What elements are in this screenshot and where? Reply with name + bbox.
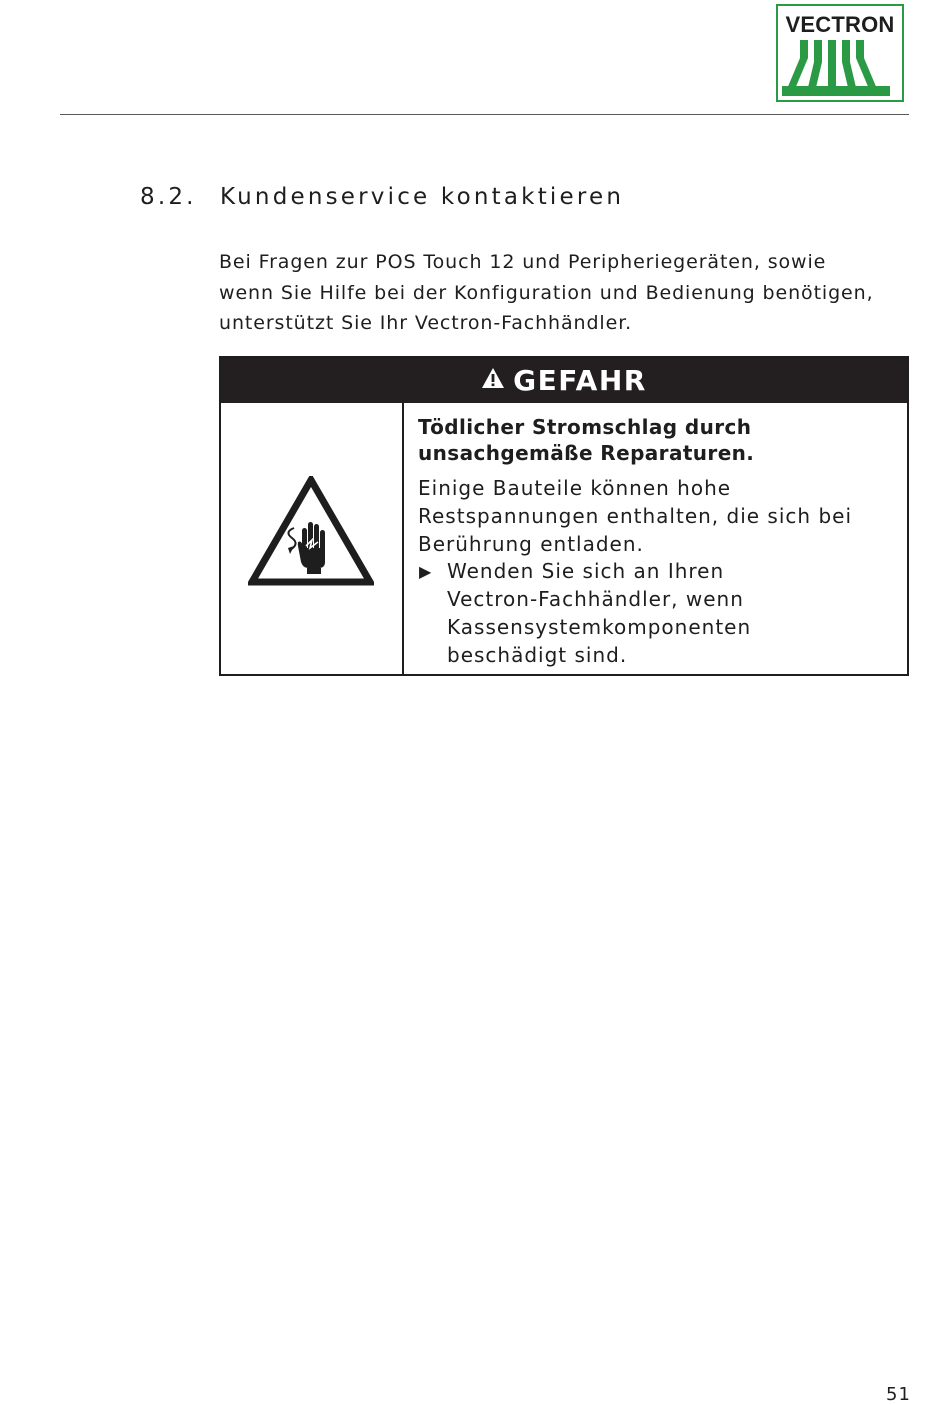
danger-label: GEFAHR [513,364,647,397]
header-rule [60,114,909,115]
danger-description-line: Berührung entladen. [418,531,644,556]
danger-action-line: beschädigt sind. [447,642,628,667]
section-title: Kundenservice kontaktieren [220,184,625,210]
danger-body [221,403,907,674]
electric-shock-hand-icon [248,476,374,586]
action-arrow-icon: ▶ [419,562,433,582]
intro-line: wenn Sie Hilfe bei der Konfiguration und Bedienung benötigen, [219,281,874,304]
logo-text: VECTRON [785,12,895,37]
vectron-logo-graphic [778,6,902,100]
danger-headline-line: Tödlicher Stromschlag durch [418,415,752,439]
danger-notice [219,356,909,676]
vectron-logo [776,4,904,102]
page-number: 51 [886,1384,911,1405]
intro-line: unterstützt Sie Ihr Vectron-Fachhändler. [219,312,633,334]
warning-triangle-icon [481,363,505,396]
danger-action [418,558,907,669]
danger-action-line: Wenden Sie sich an Ihren [447,559,725,584]
danger-description-line: Restspannungen enthalten, die sich bei [418,503,852,528]
intro-line: Bei Fragen zur POS Touch 12 und Peripheriegeräten, sowie [219,251,827,273]
intro-paragraph [219,247,919,339]
danger-action-line: Kassensystemkomponenten [447,614,752,639]
danger-description-line: Einige Bauteile können hohe [418,476,732,500]
logo-stripes [782,40,890,96]
section-number: 8.2. [140,184,197,210]
danger-symbol-cell [221,403,404,674]
section-heading [140,184,624,210]
danger-header [221,358,907,403]
danger-description [418,475,907,558]
danger-action-line: Vectron-Fachhändler, wenn [447,587,744,612]
danger-headline [418,415,907,466]
danger-headline-line: unsachgemäße Reparaturen. [418,440,755,465]
danger-text-cell [404,403,907,674]
